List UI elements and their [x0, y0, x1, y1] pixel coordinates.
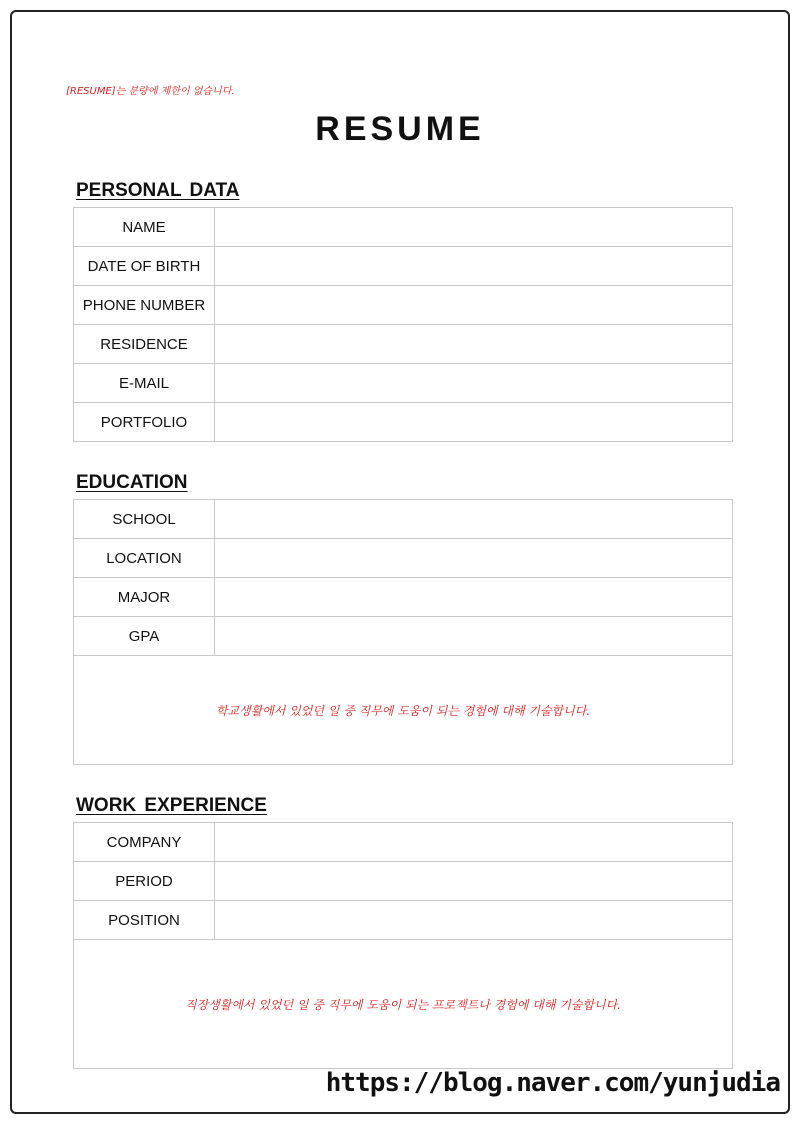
table-row	[74, 656, 733, 765]
page-title: RESUME	[315, 110, 485, 148]
personal-data-table	[73, 207, 733, 442]
row-label-residence: RESIDENCE	[74, 325, 215, 364]
row-label-company: COMPANY	[74, 823, 215, 862]
table-row	[74, 403, 733, 442]
length-note: [RESUME]는 분량에 제한이 없습니다.	[66, 86, 235, 97]
work-experience-table	[73, 822, 733, 1069]
table-row	[74, 247, 733, 286]
table-row	[74, 617, 733, 656]
work-experience-description[interactable]: 직장생활에서 있었던 일 중 직무에 도움이 되는 프로젝트나 경험에 대해 기술합니다.	[74, 940, 733, 1069]
table-row	[74, 539, 733, 578]
table-row	[74, 500, 733, 539]
table-row	[74, 208, 733, 247]
row-label-date-of-birth: DATE OF BIRTH	[74, 247, 215, 286]
row-label-position: POSITION	[74, 901, 215, 940]
row-label-phone-number: PHONE NUMBER	[74, 286, 215, 325]
row-label-period: PERIOD	[74, 862, 215, 901]
table-row	[74, 862, 733, 901]
gpa-field[interactable]	[215, 617, 733, 656]
date-of-birth-field[interactable]	[215, 247, 733, 286]
section-heading-personal-data: PERSONAL DATA	[76, 180, 240, 201]
row-label-school: SCHOOL	[74, 500, 215, 539]
major-field[interactable]	[215, 578, 733, 617]
row-label-name: NAME	[74, 208, 215, 247]
company-field[interactable]	[215, 823, 733, 862]
table-row	[74, 823, 733, 862]
table-row	[74, 286, 733, 325]
period-field[interactable]	[215, 862, 733, 901]
name-field[interactable]	[215, 208, 733, 247]
location-field[interactable]	[215, 539, 733, 578]
position-field[interactable]	[215, 901, 733, 940]
row-label-email: E-MAIL	[74, 364, 215, 403]
table-row	[74, 940, 733, 1069]
row-label-location: LOCATION	[74, 539, 215, 578]
blog-watermark: https://blog.naver.com/yunjudia	[325, 1068, 780, 1098]
phone-number-field[interactable]	[215, 286, 733, 325]
table-row	[74, 578, 733, 617]
email-field[interactable]	[215, 364, 733, 403]
school-field[interactable]	[215, 500, 733, 539]
section-heading-work-experience: WORK EXPERIENCE	[76, 795, 267, 816]
row-label-gpa: GPA	[74, 617, 215, 656]
table-row	[74, 364, 733, 403]
row-label-major: MAJOR	[74, 578, 215, 617]
residence-field[interactable]	[215, 325, 733, 364]
education-description[interactable]: 학교생활에서 있었던 일 중 직무에 도움이 되는 경험에 대해 기술합니다.	[74, 656, 733, 765]
education-table	[73, 499, 733, 765]
table-row	[74, 901, 733, 940]
section-heading-education: EDUCATION	[76, 472, 188, 493]
table-row	[74, 325, 733, 364]
row-label-portfolio: PORTFOLIO	[74, 403, 215, 442]
portfolio-field[interactable]	[215, 403, 733, 442]
